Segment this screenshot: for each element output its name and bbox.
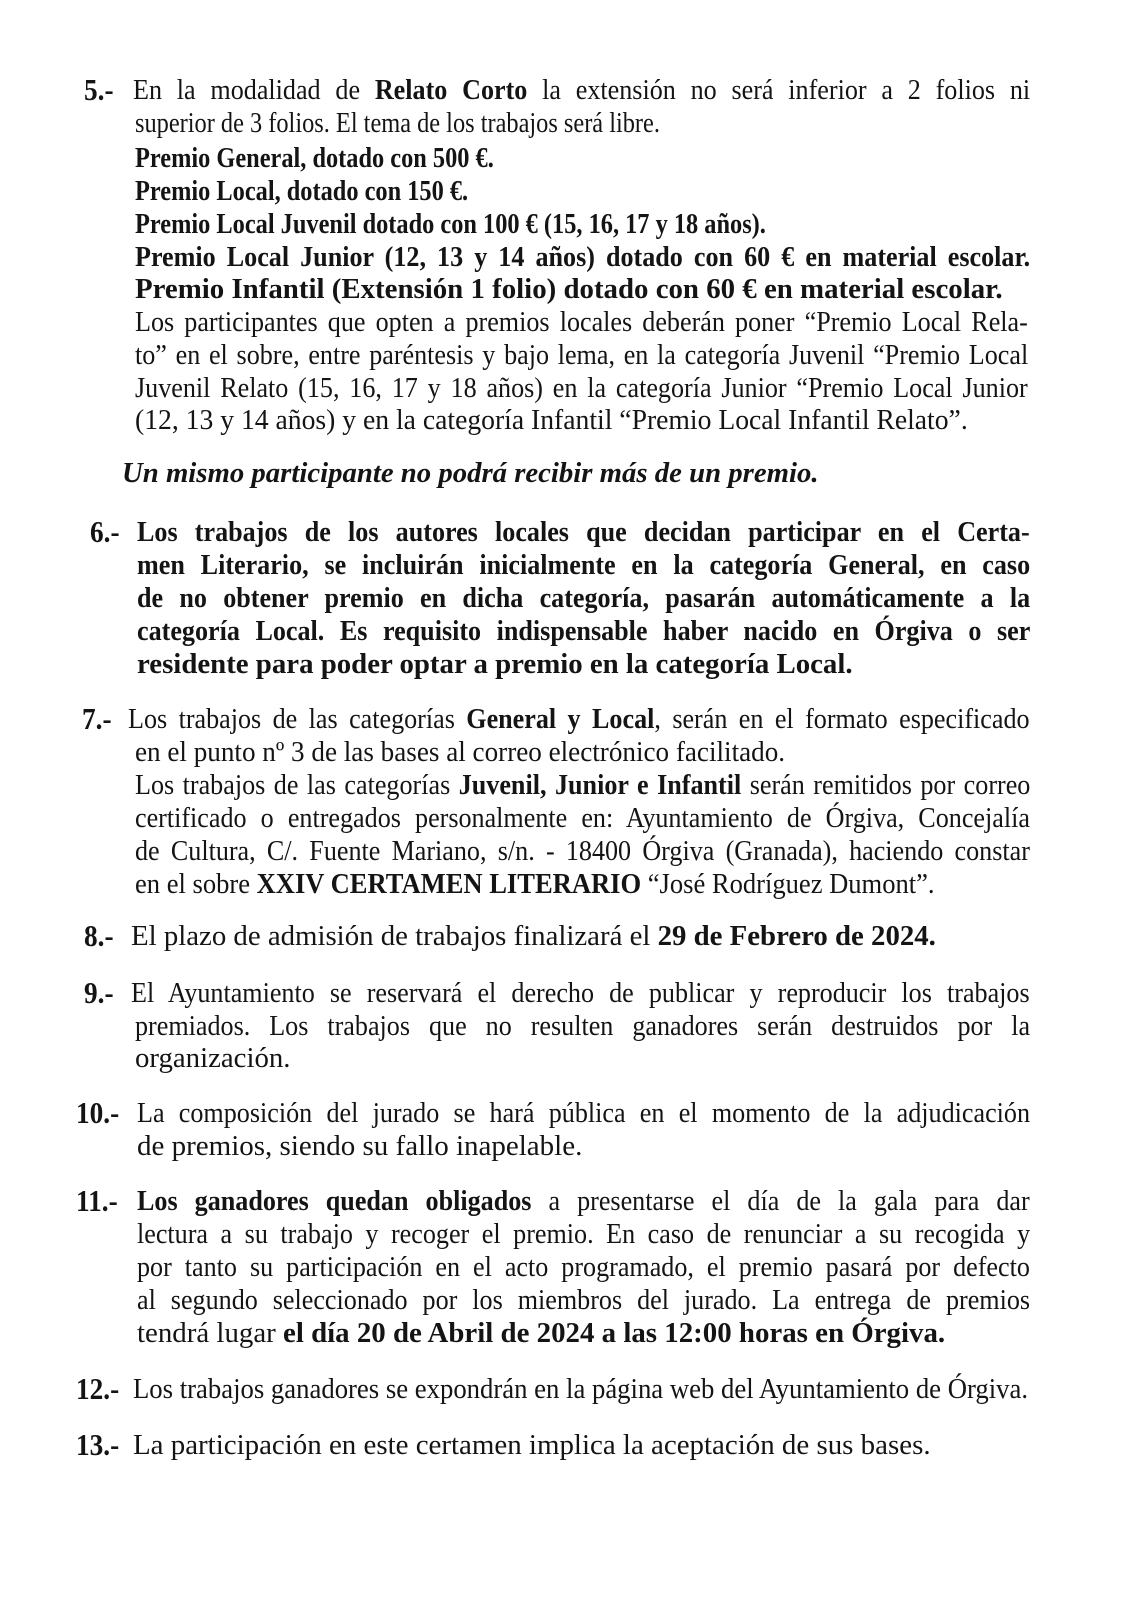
text-segment: Los participantes que opten a premios locales deberán poner “Premio Local Rela- [135,306,1028,338]
clause-number: 8.- [84,918,114,953]
clause-text-line [133,1429,931,1461]
bold-text: de no obtener premio en dicha categoría, pasarán automáticamente a la [137,582,1031,614]
text-segment: “José Rodríguez Dumont”. [641,868,935,900]
text-segment: En la modalidad de [133,74,375,106]
bold-text: Premio Local Juvenil dotado con 100 € (15, 16, 17 y 18 años). [135,208,766,240]
clause-text-line [133,74,1030,106]
clause-text-line [137,615,1030,647]
text-segment: Los trabajos de las categorías [135,769,459,801]
clause-text-line [135,404,968,436]
text-segment: Los trabajos de las categorías [128,703,467,735]
clause-number: 13.- [76,1427,120,1462]
clause-number: 7.- [82,701,112,736]
clause-number: 9.- [84,975,114,1010]
clause-text-line [137,1218,1030,1250]
bold-text: categoría Local. Es requisito indispensable haber nacido en Órgiva o ser [137,615,1031,647]
clause-number: 6.- [90,514,120,549]
clause-text-line [137,1130,582,1162]
text-segment: (12, 13 y 14 años) y en la categoría Infantil “Premio Local Infantil Relato”. [135,404,968,436]
clause-text-line [135,769,1030,801]
text-segment: to” en el sobre, entre paréntesis y bajo lema, en la categoría Juvenil “Premio Local [135,339,1029,371]
clause-text-line [137,1284,1030,1316]
text-segment: El plazo de admisión de trabajos finalizará el [131,920,658,952]
prize-line [135,273,1003,305]
text-segment: en el punto nº 3 de las bases al correo electrónico facilitado. [135,736,786,768]
bold-text: men Literario, se incluirán inicialmente en la categoría General, en caso [137,549,1031,581]
bold-text: XXIV CERTAMEN LITERARIO [256,868,642,900]
clause-text-line [137,1185,1030,1217]
bold-text: Premio Local, dotado con 150 €. [135,175,469,207]
clause-number: 5.- [84,72,114,107]
clause-text-line [137,1097,1030,1129]
note-line [122,457,819,489]
bold-text: Los trabajos de los autores locales que decidan participar en el Certa- [137,516,1030,548]
text-segment: Los trabajos ganadores se expondrán en la página web del Ayuntamiento de Órgiva. [133,1373,1029,1405]
bold-text: General y Local [466,703,655,735]
text-segment: certificado o entregados personalmente en: Ayuntamiento de Órgiva, Concejalía [135,802,1030,834]
prize-line [135,241,1030,273]
clause-text-line [137,549,1030,581]
clause-text-line [137,1251,1030,1283]
bold-text: Premio Local Junior (12, 13 y 14 años) dotado con 60 € en material escolar. [135,241,1031,273]
clause-number: 10.- [76,1095,120,1130]
bold-text: Premio General, dotado con 500 €. [135,142,494,174]
prize-line [135,175,468,207]
text-segment: por tanto su participación en el acto programado, el premio pasará por defecto [137,1251,1030,1283]
clause-text-line [137,582,1030,614]
text-segment: organización. [135,1042,291,1074]
bold-text: 29 de Febrero de 2024. [657,920,936,952]
text-segment: superior de 3 folios. El tema de los trabajos será libre. [135,107,660,139]
text-segment: , serán en el formato especificado [654,703,1030,735]
clause-number: 11.- [76,1183,118,1218]
text-segment: al segundo seleccionado por los miembros del jurado. La entrega de premios [137,1284,1031,1316]
bold-text: Premio Infantil (Extensión 1 folio) dotado con 60 € en material escolar. [135,273,1003,305]
text-segment: la extensión no será inferior a 2 folios ni [527,74,1031,106]
bold-text: Juvenil, Junior e Infantil [458,769,742,801]
clause-text-line [131,920,936,952]
bold-text: Relato Corto [374,74,528,106]
clause-text-line [135,835,1030,867]
clause-text-line [131,977,1030,1009]
bold-text: residente para poder optar a premio en la categoría Local. [137,648,853,680]
clause-text-line [135,802,1030,834]
clause-number: 12.- [76,1371,120,1406]
text-segment: en el sobre [135,868,257,900]
clause-text-line [135,339,1028,371]
text-segment: premiados. Los trabajos que no resulten ganadores serán destruidos por la [135,1010,1031,1042]
clause-text-line [133,1373,1028,1405]
bold-text: Los ganadores quedan obligados [137,1185,532,1217]
text-segment: La composición del jurado se hará pública en el momento de la adjudicación [137,1097,1031,1129]
prize-line [135,208,766,240]
bold-text: el día 20 de Abril de 2024 a las 12:00 horas en Órgiva. [283,1317,946,1349]
text-segment: de premios, siendo su fallo inapelable. [137,1130,583,1162]
text-segment: La participación en este certamen implica la aceptación de sus bases. [133,1429,931,1461]
clause-text-line [128,703,1030,735]
clause-text-line [137,648,853,680]
clause-text-line [135,868,935,900]
clause-text-line [137,1317,945,1349]
text-segment: de Cultura, C/. Fuente Mariano, s/n. - 18400 Órgiva (Granada), haciendo constar [135,835,1030,867]
clause-text-line [135,372,1028,404]
text-segment: Juvenil Relato (15, 16, 17 y 18 años) en la categoría Junior “Premio Local Junior [135,372,1028,404]
prize-line [135,142,494,174]
clause-text-line [135,107,660,139]
text-segment: lectura a su trabajo y recoger el premio. En caso de renunciar a su recogida y [137,1218,1031,1250]
text-segment: El Ayuntamiento se reservará el derecho de publicar y reproducir los trabajos [131,977,1030,1009]
bold-text: Un mismo participante no podrá recibir más de un premio. [122,457,819,489]
clause-text-line [135,306,1028,338]
clause-text-line [137,516,1030,548]
clause-text-line [135,1010,1030,1042]
text-segment: a presentarse el día de la gala para dar [531,1185,1030,1217]
clause-text-line [135,1042,290,1074]
clause-text-line [135,736,785,768]
text-segment: tendrá lugar [137,1317,284,1349]
text-segment: serán remitidos por correo [741,769,1031,801]
